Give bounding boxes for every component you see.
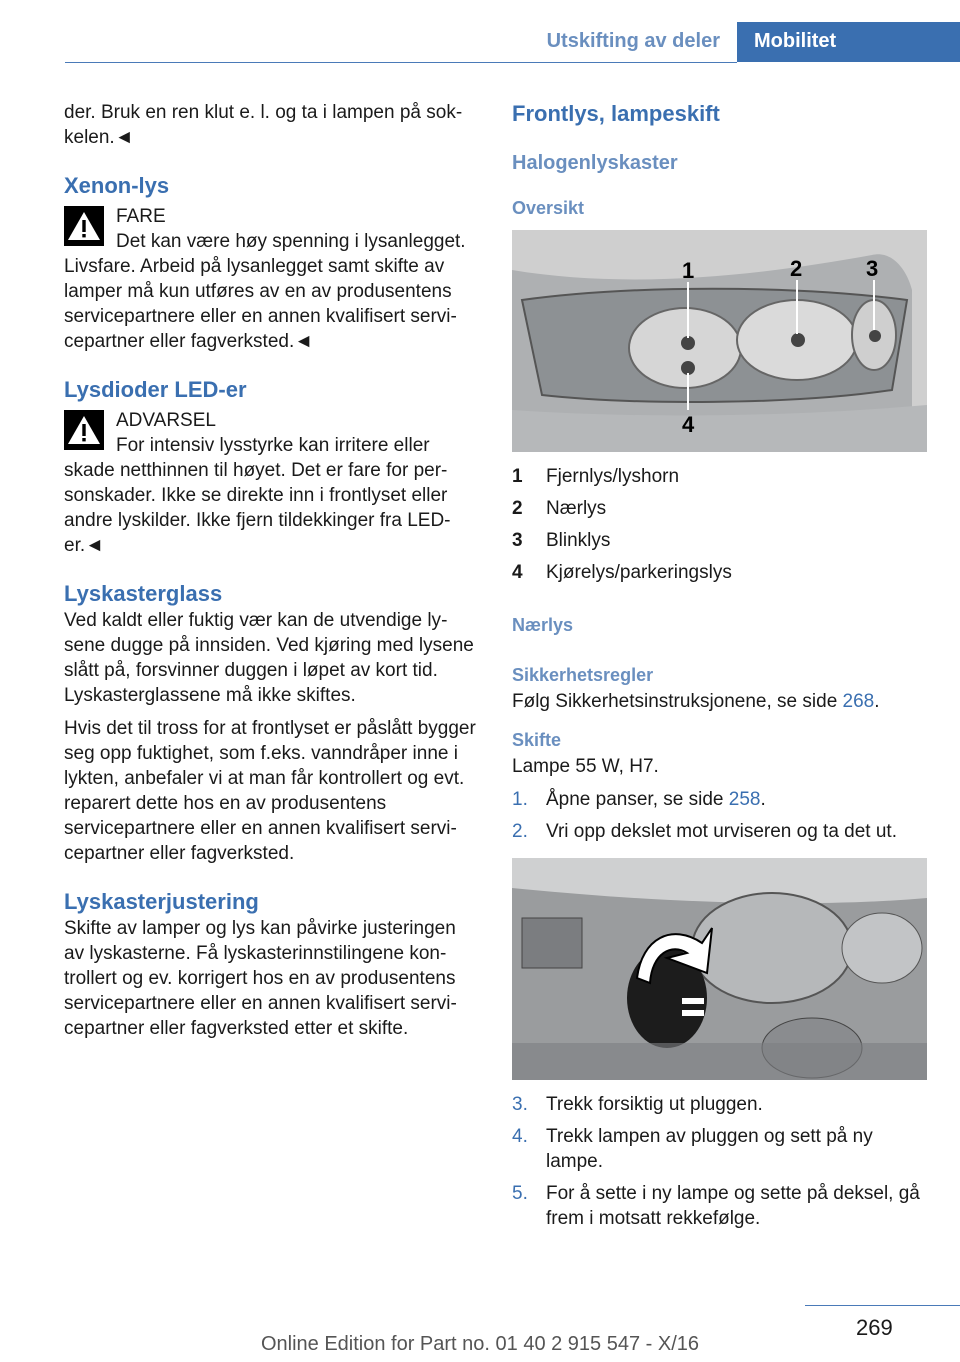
legend-item: 3 Blinklys [512, 530, 611, 551]
figure-legend [512, 464, 927, 585]
page-link-258[interactable]: 258 [728, 789, 761, 810]
edition-footer: Online Edition for Part no. 01 40 2 915 547 - X/16 [260, 1333, 700, 1355]
step-item: 2. Vri opp dekslet mot urviseren og ta det ut. [512, 821, 897, 842]
led-warning [64, 408, 479, 558]
lamp-spec: Lampe 55 W, H7. [512, 756, 659, 777]
legend-item: 4 Kjørelys/parkeringslys [512, 562, 732, 583]
led-warning-label: ADVARSEL [116, 410, 216, 431]
glass-heading: Lyskasterglass [64, 581, 223, 606]
intro-paragraph: der. Bruk en ren klut e. l. og ta i lampen på sokkelen.◄ [64, 102, 463, 148]
engine-bay-figure [512, 858, 927, 1080]
figure-label-4: 4 [682, 412, 695, 437]
footer-rule [805, 1305, 960, 1306]
figure-label-1: 1 [682, 258, 695, 283]
page-link-268[interactable]: 268 [842, 691, 875, 712]
page-number: 269 [856, 1315, 893, 1340]
safety-heading: Sikkerhetsregler [512, 665, 654, 685]
xenon-warning-text: Det kan være høy spenning i lysanlegget. Livsfare. Arbeid på lysanlegget samt skifte av lamper må kun utføres av en av produsentens servicepartnere eller en annen kvalifisert servicepartner eller fagverksted.◄ [64, 231, 466, 352]
header-chapter-tab: Mobilitet [737, 22, 960, 62]
legend-item: 1 Fjernlys/lyshorn [512, 466, 680, 487]
legend-item: 2 Nærlys [512, 498, 607, 519]
warning-triangle-icon [64, 206, 104, 246]
safety-paragraph: Følg Sikkerhetsinstruksjonene, se side 268. [512, 691, 880, 712]
step-item: 1. Åpne panser, se side 258. [512, 789, 766, 810]
halogen-subheading: Halogenlyskaster [512, 152, 678, 174]
replace-heading: Skifte [512, 730, 562, 750]
glass-paragraph-2: Hvis det til tross for at frontlyset er påslått bygger seg opp fuktighet, som f.eks. vanndråper inne i lykten, anbefaler vi at man får kontrollert og evt. reparert dette hos en av produsentens servicepartnere eller en annen kvalifisert servicepartner eller fagverksted. [64, 718, 476, 864]
warning-triangle-icon [64, 410, 104, 450]
header-section-label: Utskifting av deler [546, 30, 720, 52]
overview-heading: Oversikt [512, 198, 585, 218]
xenon-warning-label: FARE [116, 206, 166, 227]
headlight-figure [512, 230, 927, 452]
step-item: 4. Trekk lampen av pluggen og sett på ny lampe. [512, 1126, 873, 1172]
xenon-heading: Xenon-lys [64, 173, 170, 198]
right-column [512, 100, 927, 1238]
adjust-paragraph: Skifte av lamper og lys kan påvirke justeringen av lyskasterne. Få lyskasterinnstilingene kontrollert og ev. korrigert hos en av produsentens servicepartnere eller en annen kvalifisert servicepartner eller fagverksted etter et skifte. [64, 918, 457, 1039]
step-item: 5. For å sette i ny lampe og sette på deksel, gå frem i motsatt rekkefølge. [512, 1183, 920, 1229]
figure-label-3: 3 [866, 256, 879, 281]
xenon-warning [64, 204, 479, 354]
frontlight-heading: Frontlys, lampeskift [512, 101, 720, 126]
step-item: 3. Trekk forsiktig ut pluggen. [512, 1094, 763, 1115]
glass-paragraph-1: Ved kaldt eller fuktig vær kan de utvendige lysene dugge på innsiden. Ved kjøring med lysene slått på, forsvinner duggen i løpet av kort tid. Lyskasterglassene må ikke skiftes. [64, 610, 474, 706]
adjust-heading: Lyskasterjustering [64, 889, 259, 914]
low-beam-heading: Nærlys [512, 615, 574, 635]
led-warning-text: For intensiv lysstyrke kan irritere eller skade netthinnen til høyet. Det er fare for personskader. Ikke se direkte inn i frontlyset eller andre lyskilder. Ikke fjern tildekkinger fra LED-er.◄ [64, 435, 451, 556]
left-column [64, 100, 479, 1049]
led-heading: Lysdioder LED-er [64, 377, 247, 402]
header-rule [65, 62, 737, 63]
figure-label-2: 2 [790, 256, 803, 281]
